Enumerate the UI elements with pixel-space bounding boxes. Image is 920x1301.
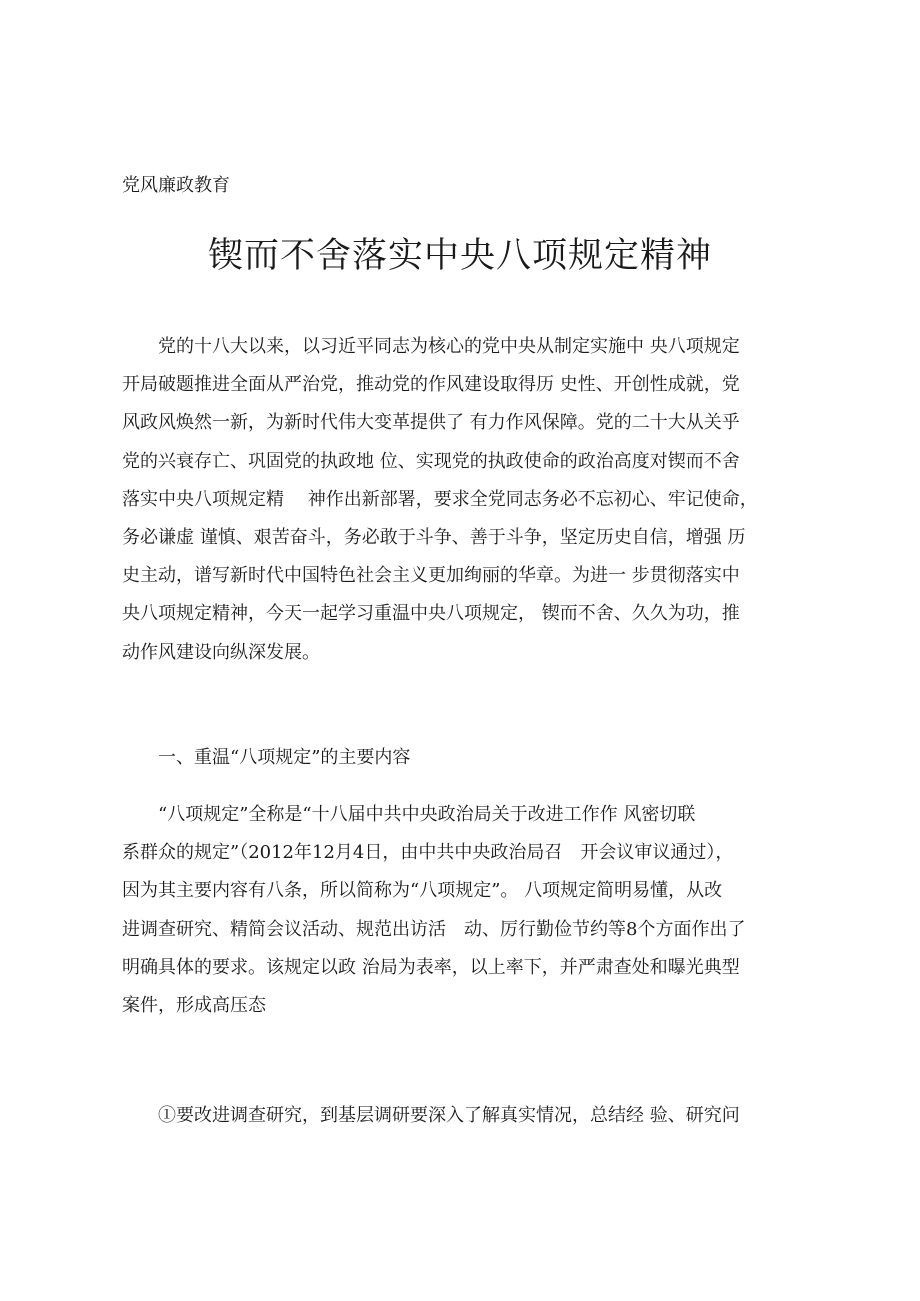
paragraph-line: 央八项规定精神，今天一起学习重温中央八项规定， 锲而不舍、久久为功，推 (122, 603, 740, 625)
paragraph-line: 进调查研究、精简会议活动、规范出访活 动、厉行勤俭节约等8个方面作出了 (122, 918, 746, 940)
paragraph-line: 明确具体的要求。该规定以政 治局为表率，以上率下，并严肃查处和曝光典型 (122, 956, 740, 978)
list-item-1 (122, 1097, 812, 1135)
paragraph-line: 史主动，谱写新时代中国特色社会主义更加绚丽的华章。为进一 步贯彻落实中 (122, 565, 740, 587)
paragraph-line: “八项规定”全称是“十八届中共中央政治局关于改进工作作 风密切联 (122, 804, 696, 825)
paragraph-line: 风政风焕然一新，为新时代伟大变革提供了 有力作风保障。党的二十大从关乎 (122, 412, 740, 434)
document-category: 党风廉政教育 (122, 175, 230, 196)
paragraph-line: 开局破题推进全面从严治党，推动党的作风建设取得历 史性、开创性成就，党 (122, 374, 740, 396)
paragraph-line: ①要改进调查研究，到基层调研要深入了解真实情况，总结经 验、研究问 (122, 1105, 740, 1126)
paragraph-line: 党的十八大以来，以习近平同志为核心的党中央从制定实施中 央八项规定 (122, 336, 740, 357)
paragraph-line: 系群众的规定”（2012年12月4日，由中共中央政治局召 开会议审议通过）， (122, 842, 734, 864)
paragraph-line: 因为其主要内容有八条，所以简称为“八项规定”。 八项规定简明易懂，从改 (122, 880, 723, 902)
paragraph-line: 落实中央八项规定精 神作出新部署，要求全党同志务必不忘初心、牢记使命， (122, 488, 758, 510)
paragraph-line: 务必谦虚 谨慎、艰苦奋斗，务必敢于斗争、善于斗争，坚定历史自信，增强 历 (122, 526, 746, 548)
document-title: 锲而不舍落实中央八项规定精神 (207, 236, 712, 276)
paragraph-line: 动作风建设向纵深发展。 (122, 641, 320, 663)
paragraph-line: 党的兴衰存亡、巩固党的执政地 位、实现党的执政使命的政治高度对锲而不舍 (122, 450, 740, 472)
paragraph-line: 案件，形成高压态 (122, 994, 266, 1016)
section-heading-text: 一、重温“八项规定”的主要内容 (122, 747, 411, 768)
paragraph-definition (122, 796, 812, 1025)
section-heading (122, 739, 812, 777)
paragraph-intro (122, 328, 812, 672)
